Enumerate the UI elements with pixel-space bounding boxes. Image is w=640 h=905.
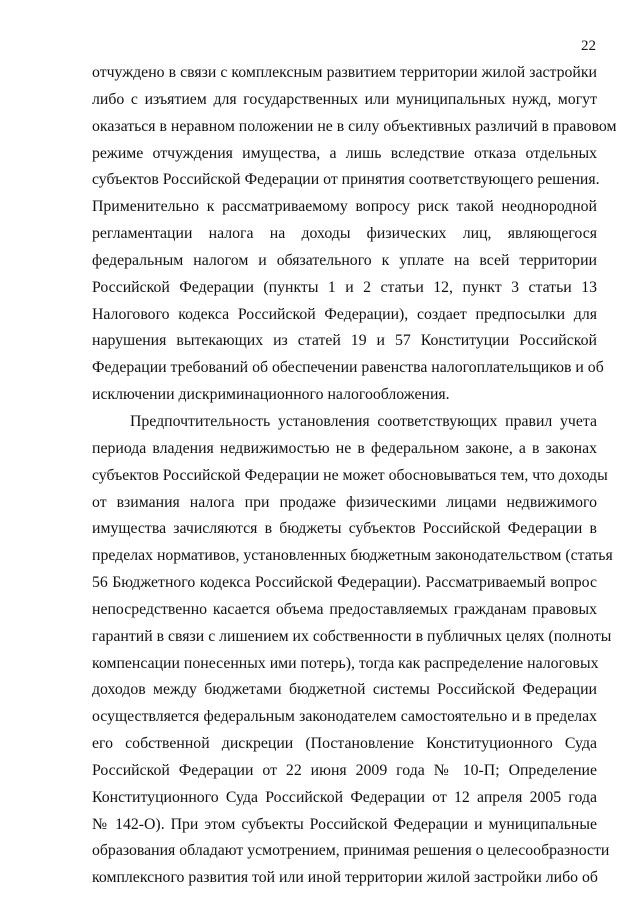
text-line: регламентации налога на доходы физических лиц, являющегося xyxy=(92,225,597,243)
text-line: периода владения недвижимостью не в федеральном законе, а в законах xyxy=(92,439,597,457)
text-line: комплексного развития той или иной территории жилой застройки либо об xyxy=(92,869,598,887)
text-line: доходов между бюджетами бюджетной системы Российской Федерации xyxy=(92,681,597,699)
text-line: нарушения вытекающих из статей 19 и 57 Конституции Российской xyxy=(92,332,597,350)
text-line: федеральным налогом и обязательного к уплате на всей территории xyxy=(92,251,597,269)
text-line: 56 Бюджетного кодекса Российской Федерации). Рассматриваемый вопрос xyxy=(92,574,597,592)
body-text xyxy=(92,60,617,892)
text-line: гарантий в связи с лишением их собственности в публичных целях (полноты xyxy=(92,627,612,645)
text-line: осуществляется федеральным законодателем самостоятельно и в пределах xyxy=(92,708,597,726)
text-line: Налогового кодекса Российской Федерации), создает предпосылки для xyxy=(92,305,597,323)
text-line: субъектов Российской Федерации не может обосновываться тем, что доходы xyxy=(92,466,608,484)
text-line: компенсации понесенных ими потерь), тогда как распределение налоговых xyxy=(92,654,599,672)
text-line: Российской Федерации (пункты 1 и 2 статьи 12, пункт 3 статьи 13 xyxy=(92,278,597,296)
text-line: режиме отчуждения имущества, а лишь вследствие отказа отдельных xyxy=(92,144,597,162)
text-line: Конституционного Суда Российской Федерации от 12 апреля 2005 года xyxy=(92,788,597,806)
text-line: либо с изъятием для государственных или муниципальных нужд, могут xyxy=(92,90,597,108)
text-line: отчуждено в связи с комплексным развитием территории жилой застройки xyxy=(92,64,597,81)
text-line: Применительно к рассматриваемому вопросу риск такой неоднородной xyxy=(92,198,597,216)
text-line: Федерации требований об обеспечении равенства налогоплательщиков и об xyxy=(92,359,604,377)
text-line: пределах нормативов, установленных бюджетным законодательством (статья xyxy=(92,547,613,565)
text-line: Российской Федерации от 22 июня 2009 года № 10-П; Определение xyxy=(92,761,597,779)
text-line: имущества зачисляются в бюджеты субъектов Российской Федерации в xyxy=(92,520,597,538)
text-line: Предпочтительность установления соответствующих правил учета xyxy=(130,412,597,430)
text-line: исключении дискриминационного налогообложения. xyxy=(92,386,450,404)
text-line: субъектов Российской Федерации от принятия соответствующего решения. xyxy=(92,171,600,189)
text-line: от взимания налога при продаже физическими лицами недвижимого xyxy=(92,493,597,511)
text-line: оказаться в неравном положении не в силу объективных различий в правовом xyxy=(92,117,617,135)
text-line: № 142-О). При этом субъекты Российской Федерации и муниципальные xyxy=(92,815,597,833)
text-line: непосредственно касается объема предоставляемых гражданам правовых xyxy=(92,600,597,618)
paragraph-1 xyxy=(92,60,617,409)
text-line: образования обладают усмотрением, принимая решения о целесообразности xyxy=(92,842,610,860)
text-line: его собственной дискреции (Постановление Конституционного Суда xyxy=(92,735,597,753)
paragraph-2 xyxy=(92,409,613,892)
page-number: 22 xyxy=(581,38,596,54)
